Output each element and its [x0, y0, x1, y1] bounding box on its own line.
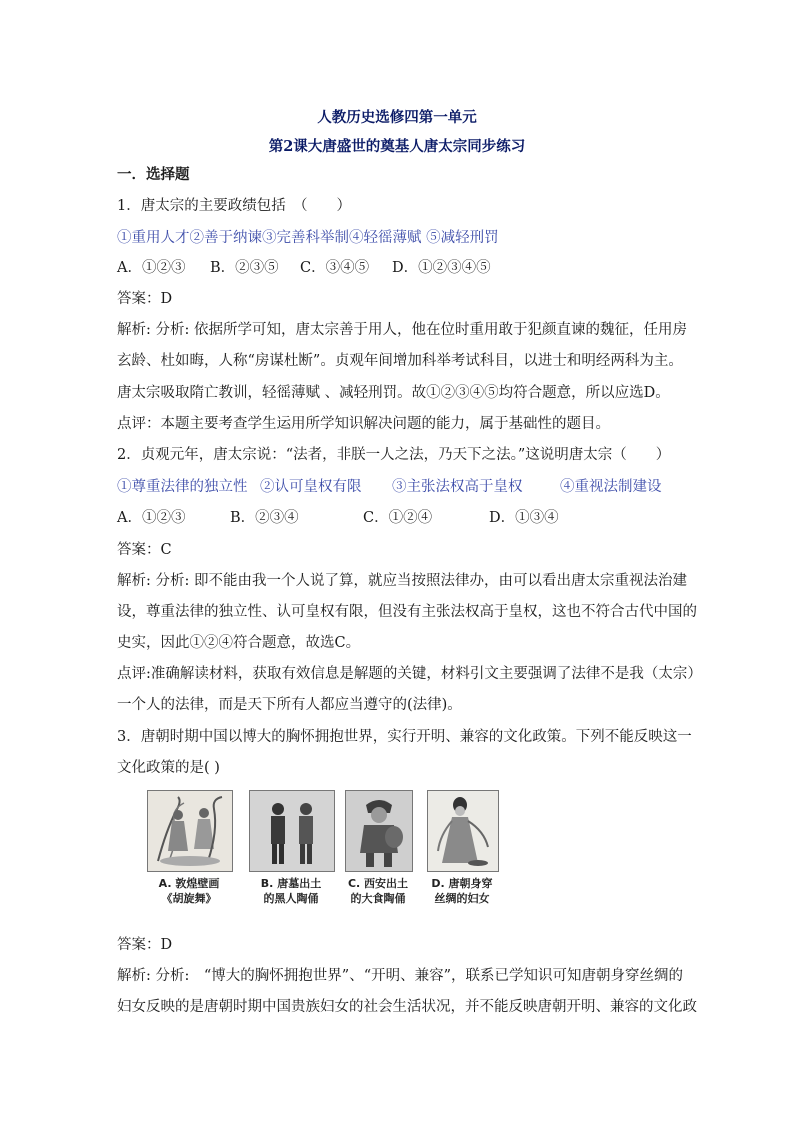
q1-answer: 答案：D: [117, 291, 173, 307]
q1-analysis-line: 玄龄、杜如晦，人称“房谋杜断”。贞观年间增加科举考试科目，以进士和明经两科为主。: [117, 353, 683, 369]
q3-stem-line: 3．唐朝时期中国以博大的胸怀拥抱世界，实行开明、兼容的文化政策。下列不能反映这一: [117, 729, 692, 745]
section-heading: 一．选择题: [117, 166, 190, 183]
q2-analysis-line: 设，尊重法律的独立性、认可皇权有限，但没有主张法权高于皇权，这也不符合古代中国的: [117, 604, 697, 620]
q3-answer: 答案：D: [117, 937, 173, 953]
q3-figure-strip: [145, 790, 505, 920]
q2-item-4: ④重视法制建设: [560, 479, 662, 495]
q1-items: ①重用人才②善于纳谏③完善科举制④轻徭薄赋 ⑤减轻刑罚: [117, 230, 499, 246]
q1-option-a: A．①②③: [117, 260, 186, 276]
black-figurine-image: [249, 790, 335, 872]
q1-option-d: D．①②③④⑤: [392, 260, 491, 276]
q3-stem-line: 文化政策的是( ): [117, 760, 220, 776]
q1-comment: 点评：本题主要考查学生运用所学知识解决问题的能力，属于基础性的题目。: [117, 416, 610, 432]
q3-analysis-line: 解析: 分析: “博大的胸怀拥抱世界”、“开明、兼容”，联系已学知识可知唐朝身穿丝绸的: [117, 968, 684, 984]
q2-comment-line: 点评:准确解读材料，获取有效信息是解题的关键，材料引文主要强调了法律不是我（太宗）: [117, 666, 702, 682]
q2-analysis-line: 解析: 分析: 即不能由我一个人说了算，就应当按照法律办，由可以看出唐太宗重视法治建: [117, 573, 687, 589]
q1-option-b: B．②③⑤: [210, 260, 279, 276]
silk-woman-image: [427, 790, 499, 872]
dashi-figurine-image: [345, 790, 413, 872]
figure-caption-c: C. 西安出土 的大食陶俑: [347, 877, 409, 905]
document-subtitle: 第2课大唐盛世的奠基人唐太宗同步练习: [268, 138, 526, 155]
dunhuang-mural-image: [147, 790, 233, 872]
q1-analysis-line: 唐太宗吸取隋亡教训，轻徭薄赋 、减轻刑罚。故①②③④⑤均符合题意，所以应选D。: [117, 385, 670, 401]
figure-caption-b: B. 唐墓出土 的黑人陶俑: [260, 877, 322, 905]
q2-item-2: ②认可皇权有限: [260, 479, 362, 495]
q2-answer: 答案：C: [117, 542, 172, 558]
q1-option-c: C．③④⑤: [300, 260, 370, 276]
document-title: 人教历史选修四第一单元: [317, 109, 477, 126]
q2-comment-line: 一个人的法律，而是天下所有人都应当遵守的(法律)。: [117, 697, 462, 713]
q1-stem: 1．唐太宗的主要政绩包括 （ ）: [117, 198, 351, 214]
q2-option-a: A．①②③: [117, 510, 186, 526]
q2-option-b: B．②③④: [230, 510, 299, 526]
q2-item-1: ①尊重法律的独立性: [117, 479, 248, 495]
q2-option-c: C．①②④: [363, 510, 433, 526]
q2-stem: 2．贞观元年，唐太宗说：“法者，非朕一人之法，乃天下之法。”这说明唐太宗（ ）: [117, 447, 671, 463]
q2-option-d: D．①③④: [489, 510, 559, 526]
q3-analysis-line: 妇女反映的是唐朝时期中国贵族妇女的社会生活状况，并不能反映唐朝开明、兼容的文化政: [117, 999, 697, 1015]
q2-analysis-line: 史实，因此①②④符合题意，故选C。: [117, 635, 361, 651]
figure-caption-d: D. 唐朝身穿 丝绸的妇女: [431, 877, 493, 905]
q1-analysis-line: 解析: 分析: 依据所学可知，唐太宗善于用人，他在位时重用敢于犯颜直谏的魏征，任用房: [117, 322, 687, 338]
figure-caption-a: A. 敦煌壁画 《胡旋舞》: [158, 877, 220, 905]
q2-item-3: ③主张法权高于皇权: [392, 479, 523, 495]
